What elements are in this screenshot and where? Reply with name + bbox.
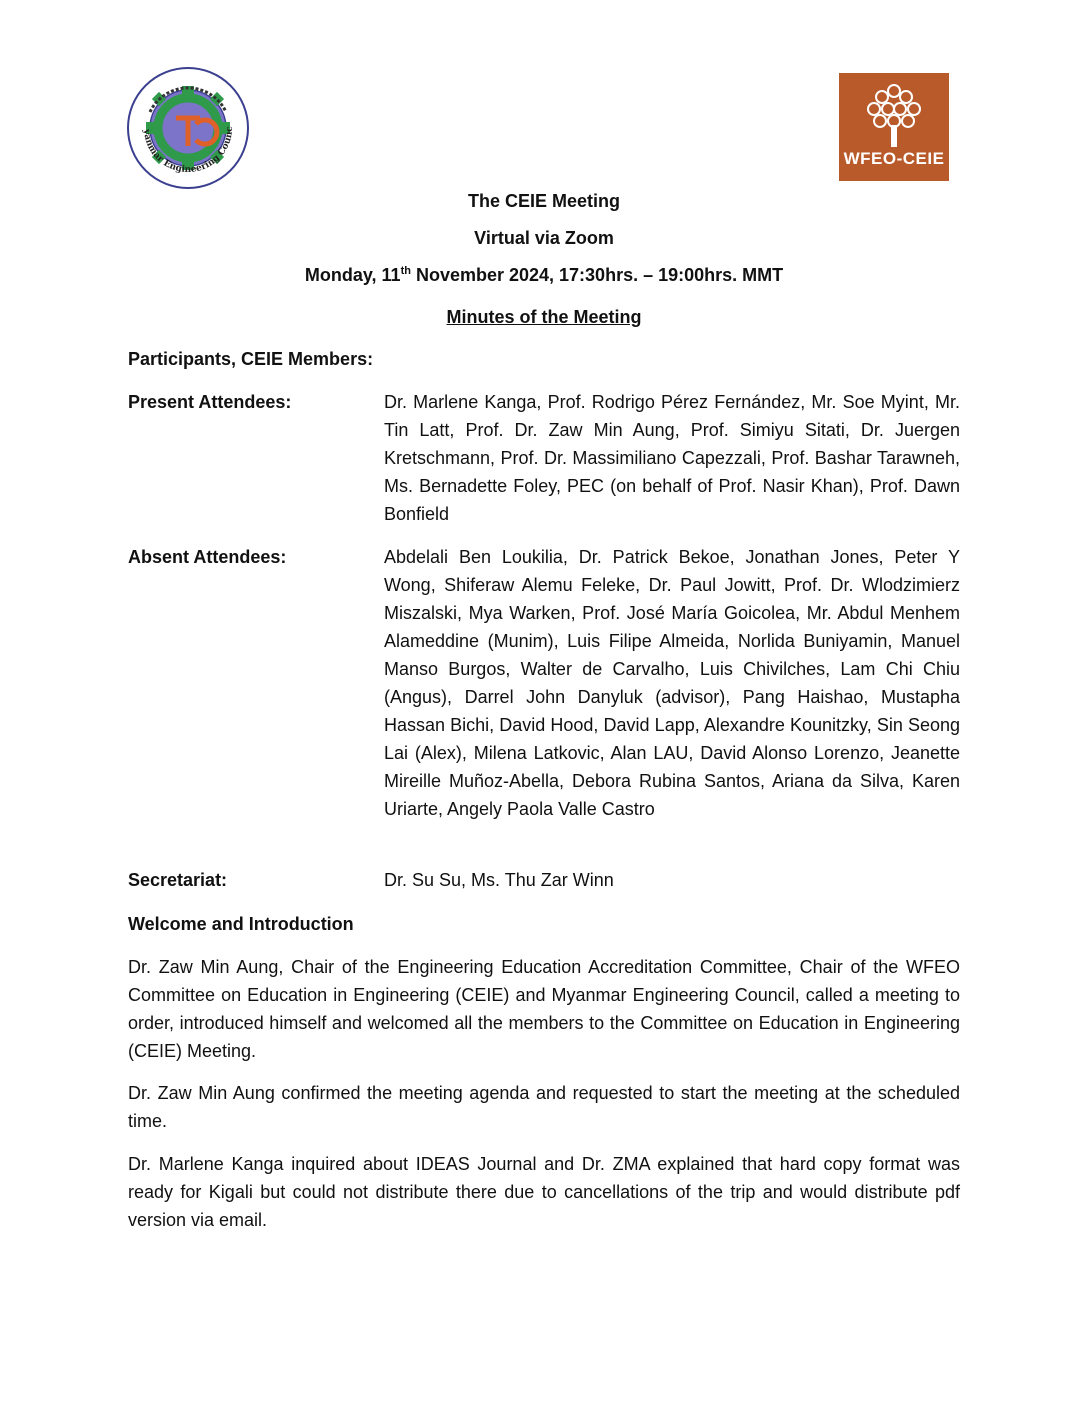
seal-ring-text: yanmar Engineering Counc (140, 126, 236, 176)
absent-attendees-list: Abdelali Ben Loukilia, Dr. Patrick Bekoe, Jonathan Jones, Peter Y Wong, Shiferaw Alemu Feleke, Dr. Paul Jowitt, Prof. Dr. Wlodzimierz Miszalski, Mya Warken, Prof. José María Goicolea, Mr. Abdul Menhem Alameddine (Munim), Luis Filipe Almeida, Norlida Buniyamin, Manuel Manso Burgos, Walter de Carvalho, Luis Chivilches, Lam Chi Chiu (Angus), Darrel John Danyluk (advisor), Pang Haishao, Mustapha Hassan Bichi, David Hood, David Lapp, Alexandre Kounitzky, Sin Seong Lai (Alex), Milena Latkovic, Alan LAU, David Alonso Lorenzo, Jeanette Mireille Muñoz-Abella, Debora Rubina Santos, Ariana da Silva, Karen Uriarte, Angely Paola Valle Castro (384, 547, 960, 819)
myanmar-engineering-council-logo (126, 66, 250, 190)
present-attendees-label: Present Attendees: (128, 392, 292, 412)
date-prefix: Monday, 11 (304, 265, 401, 285)
welcome-paragraph-2: Dr. Zaw Min Aung confirmed the meeting agenda and requested to start the meeting at the scheduled time. (128, 1083, 960, 1131)
meeting-title: The CEIE Meeting (467, 191, 620, 211)
absent-attendees-label: Absent Attendees: (128, 547, 287, 567)
secretariat-label: Secretariat: (128, 870, 228, 890)
present-attendees-list: Dr. Marlene Kanga, Prof. Rodrigo Pérez Fernández, Mr. Soe Myint, Mr. Tin Latt, Prof. Dr. Zaw Min Aung, Prof. Simiyu Sitati, Dr. Juergen Kretschmann, Prof. Dr. Massimiliano Capezzali, Prof. Bashar Tarawneh, Ms. Bernadette Foley, PEC (on behalf of Prof. Nasir Khan), Prof. Dawn Bonfield (384, 392, 960, 524)
date-suffix: November 2024, 17:30hrs. – 19:00hrs. MMT (410, 265, 784, 285)
date-ordinal: th (400, 265, 411, 277)
welcome-heading: Welcome and Introduction (128, 914, 354, 934)
secretariat-list: Dr. Su Su, Ms. Thu Zar Winn (384, 870, 614, 890)
meeting-date (0, 264, 1088, 286)
participants-heading: Participants, CEIE Members: (128, 349, 374, 369)
welcome-paragraph-1: Dr. Zaw Min Aung, Chair of the Engineering Education Accreditation Committee, Chair of the WFEO Committee on Education in Engineering (CEIE) and Myanmar Engineering Council, called a meeting to order, introduced himself and welcomed all the members to the Committee on Education in Engineering (CEIE) Meeting. (128, 957, 960, 1061)
welcome-paragraph-3: Dr. Marlene Kanga inquired about IDEAS Journal and Dr. ZMA explained that hard copy format was ready for Kigali but could not distribute there due to cancellations of the trip and would distribute pdf version via email. (128, 1154, 960, 1230)
meeting-venue: Virtual via Zoom (474, 228, 614, 248)
wfeo-ceie-wordmark: WFEO-CEIE (843, 149, 945, 168)
seal-icon (126, 66, 250, 190)
tree-icon (864, 81, 924, 147)
wfeo-ceie-logo (839, 73, 949, 181)
minutes-title: Minutes of the Meeting (446, 307, 642, 327)
